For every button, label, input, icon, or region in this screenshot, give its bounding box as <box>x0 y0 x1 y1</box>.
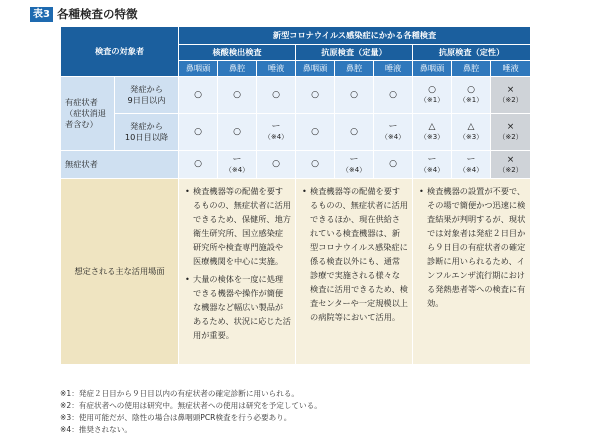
cell-symbol: ○ <box>428 85 436 95</box>
use-case-bullet: • 大量の検体を一度に処理できる機器や操作が簡便な機器など幅広い製品があるため、状況に応じた活用が重要。 <box>185 274 291 340</box>
specimen-header: 唾液 <box>374 61 413 77</box>
cell-symbol: ○ <box>194 159 202 169</box>
specimen-header: 鼻咽頭 <box>296 61 335 77</box>
specimen-header: 鼻腔 <box>452 61 491 77</box>
cell-note: （※4） <box>458 165 484 174</box>
cell-symbol: ー <box>349 154 359 165</box>
footnote: ※1：発症２日目から９日目以内の有症状者の確定診断に用いられる。 <box>60 389 300 398</box>
specimen-header: 唾液 <box>257 61 296 77</box>
specimen-header: 鼻咽頭 <box>179 61 218 77</box>
table-row <box>61 77 531 114</box>
cell-symbol: × <box>506 154 515 165</box>
cell-symbol: ○ <box>467 85 475 95</box>
footnote: ※3：使用可能だが、陰性の場合は鼻咽頭PCR検査を行う必要あり。 <box>60 413 292 422</box>
cell-symbol: ○ <box>272 159 280 169</box>
specimen-header: 鼻咽頭 <box>413 61 452 77</box>
specimen-header: 唾液 <box>491 61 531 77</box>
cell-symbol: ○ <box>233 89 241 100</box>
cell-symbol: ○ <box>233 126 241 137</box>
cell-symbol: ○ <box>350 89 358 100</box>
cell-symbol: × <box>506 85 515 95</box>
cell-symbol: ○ <box>350 126 358 137</box>
symptomatic-label: 有症状者 （症状消退 者含む） <box>61 77 115 151</box>
cell-symbol: ○ <box>194 126 202 137</box>
cell-note: （※4） <box>380 133 406 141</box>
cell-symbol: ー <box>271 122 281 132</box>
use-case-bullet: • 検査機器の設置が不要で、その場で簡便かつ迅速に検査結果が判明するが、現状では対象者は発症２日目から９日目の有症状者の確定診断に用いられるため、インフルエンザ流行期における発熱患者等への検査に有効。 <box>419 186 526 308</box>
cell-note: （※2） <box>498 133 523 141</box>
target-header: 検査の対象者 <box>61 27 179 77</box>
table-row <box>61 114 531 151</box>
cell-symbol: ○ <box>311 126 319 137</box>
cell-symbol: ー <box>466 154 476 165</box>
cell-symbol: ○ <box>311 89 319 100</box>
cell-note: （※4） <box>419 165 445 174</box>
table-number-badge: 表3 <box>30 7 53 22</box>
cell-symbol: △ <box>428 122 436 132</box>
use-case-bullet: • 検査機器等の配備を要するものの、無症状者に活用できるほか、現在供給されている検査機器は、新型コロナウイルス感染症に係る検査以外にも、通常診療で実施される様々な検査に活用できるため、検査センターや一定規模以上の病院等において活用。 <box>302 186 408 322</box>
cell-symbol: ○ <box>272 89 280 100</box>
table-title <box>30 6 137 22</box>
cell-note: （※4） <box>341 165 367 174</box>
cell-note: （※3） <box>458 133 484 141</box>
cell-note: （※3） <box>419 133 445 141</box>
cell-symbol: ○ <box>389 89 397 100</box>
cell-note: （※1） <box>458 96 484 104</box>
cell-note: （※4） <box>224 165 250 174</box>
cell-note: （※1） <box>419 96 445 104</box>
cell-note: （※2） <box>498 96 523 104</box>
table-row <box>61 151 531 179</box>
test-comparison-table <box>60 26 531 365</box>
cell-symbol: ー <box>388 122 398 132</box>
table-title-text: 各種検査の特徴 <box>56 7 138 21</box>
cell-symbol: △ <box>467 122 475 132</box>
cell-symbol: ○ <box>311 159 319 169</box>
specimen-header: 鼻腔 <box>335 61 374 77</box>
use-case-antigen-quant <box>296 179 413 365</box>
use-case-bullet: • 検査機器等の配備を要するものの、無症状者に活用できるため、保健所、地方衛生研究所、国立感染症研究所や検査専門施設や医療機関を中心に実施。 <box>185 186 291 266</box>
cell-symbol: ○ <box>389 159 397 169</box>
cell-symbol: ○ <box>194 89 202 100</box>
footnotes <box>60 388 322 436</box>
footnote: ※4：推奨されない。 <box>60 425 132 434</box>
use-case-nucleic <box>179 179 296 365</box>
cell-note: （※2） <box>498 165 523 174</box>
specimen-header: 鼻腔 <box>218 61 257 77</box>
asymptomatic-label: 無症状者 <box>61 151 179 179</box>
table-row <box>61 179 531 365</box>
group-header-nucleic: 核酸検出検査 <box>179 45 296 61</box>
row-label: 発症から 9日目以内 <box>115 77 179 114</box>
cell-note: （※4） <box>263 133 289 141</box>
cell-symbol: × <box>506 122 515 132</box>
use-case-antigen-qual <box>413 179 531 365</box>
row-label: 発症から 10日目以降 <box>115 114 179 151</box>
cell-symbol: ー <box>427 154 437 165</box>
group-header-antigen-qual: 抗原検査（定性） <box>413 45 531 61</box>
cell-symbol: ー <box>232 154 242 165</box>
use-case-label: 想定される主な活用場面 <box>61 179 179 365</box>
footnote: ※2：有症状者への使用は研究中。無症状者への使用は研究を予定している。 <box>60 401 322 410</box>
group-header-antigen-quant: 抗原検査（定量） <box>296 45 413 61</box>
main-header: 新型コロナウイルス感染症にかかる各種検査 <box>179 27 531 45</box>
